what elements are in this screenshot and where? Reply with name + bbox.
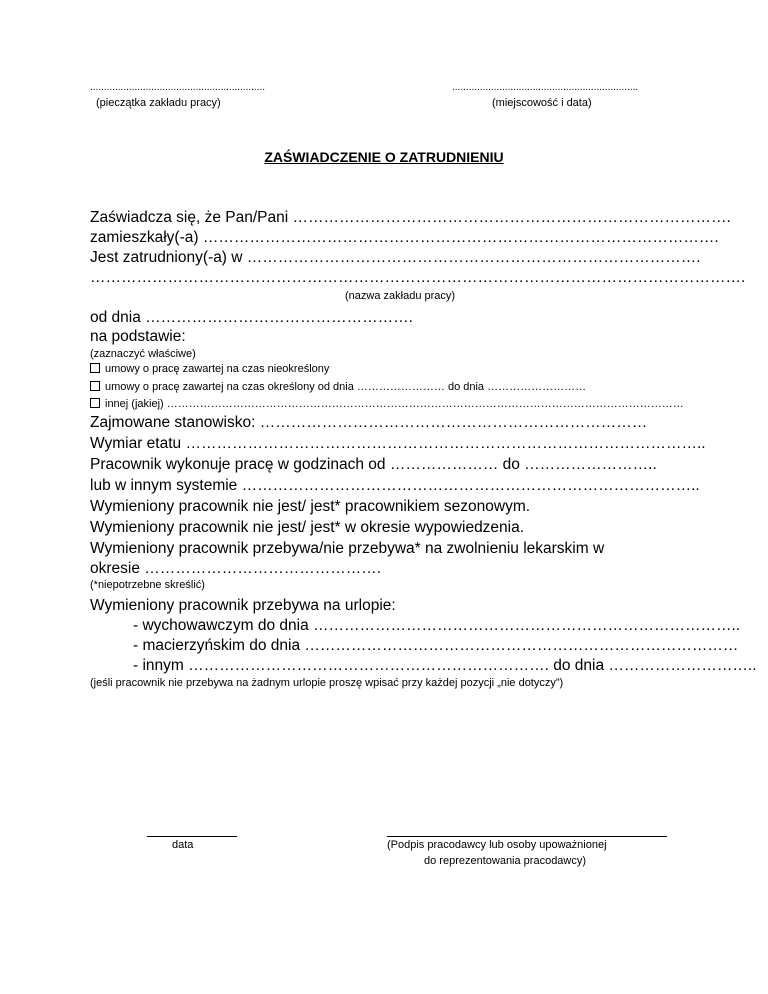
leave-heading: Wymieniony pracownik przebywa na urlopie: (90, 597, 396, 614)
position-line: Zajmowane stanowisko: ………………………………………………………………… (90, 414, 648, 431)
notice-line: Wymieniony pracownik nie jest/ jest* w okresie wypowiedzenia. (90, 519, 525, 536)
option-indefinite (90, 363, 329, 375)
option-fixed-term-label: umowy o pracę zawartej na czas określony od dnia …………………… do dnia ……………………… (105, 381, 587, 393)
stamp-dots: ............................................................... (90, 82, 266, 93)
option-other-label: innej (jakiej) …………………………………………………………………………………………………………………………… (105, 398, 684, 410)
option-fixed-term (90, 381, 586, 393)
employer-line: Jest zatrudniony(-a) w ……………………………………………………………………………. (90, 249, 701, 266)
hours-line: Pracownik wykonuje pracę w godzinach od ………………… do …………………….. (90, 456, 657, 473)
signature-label-2: do reprezentowania pracodawcy) (424, 855, 587, 867)
since-date-line: od dnia ……………………………………………. (90, 309, 413, 326)
leave-maternity-line: - macierzyńskim do dnia ………………………………………………………………………… (133, 637, 739, 654)
basis-label: na podstawie: (90, 328, 186, 345)
employer-hint: (nazwa zakładu pracy) (345, 290, 456, 302)
leave-other-line: - innym ……………………………………………………………. do dnia ……………………….. (133, 657, 757, 674)
checkbox-indefinite[interactable] (90, 363, 100, 373)
employer-signature-line (387, 836, 667, 837)
leave-hint: (jeśli pracownik nie przebywa na żadnym urlopie proszę wpisać przy każdej pozycji „nie dotyczy”) (90, 677, 564, 689)
option-other (90, 398, 684, 410)
employee-name-line: Zaświadcza się, że Pan/Pani …………………………………………………………………………. (90, 209, 731, 226)
signature-label-1: (Podpis pracodawcy lub osoby upoważnionej (387, 839, 607, 851)
sick-leave-line: Wymieniony pracownik przebywa/nie przebywa* na zwolnieniu lekarskim w (90, 540, 605, 557)
stamp-label: (pieczątka zakładu pracy) (96, 97, 221, 109)
option-indefinite-label: umowy o pracę zawartej na czas nieokreślony (105, 363, 330, 375)
checkbox-fixed-term[interactable] (90, 381, 100, 391)
document-title: ZAŚWIADCZENIE O ZATRUDNIENIU (264, 149, 504, 165)
seasonal-line: Wymieniony pracownik nie jest/ jest* pracownikiem sezonowym. (90, 498, 531, 515)
mark-hint: (zaznaczyć właściwe) (90, 348, 196, 360)
leave-childcare-line: - wychowawczym do dnia ……………………………………………………………………….. (133, 617, 741, 634)
place-date-label: (miejscowość i data) (492, 97, 592, 109)
sick-leave-period-line: okresie ………………………………………. (90, 560, 382, 577)
date-label: data (172, 839, 194, 851)
employer-continuation-line: ………………………………………………………………………………………………………………. (90, 269, 746, 286)
address-line: zamieszkały(-a) ………………………………………………………………………………………. (90, 229, 719, 246)
strike-hint: (*niepotrzebne skreślić) (90, 579, 205, 591)
date-signature-line (147, 836, 237, 837)
system-line: lub w innym systemie …………………………………………………………………………….. (90, 477, 700, 494)
checkbox-other[interactable] (90, 398, 100, 408)
etat-line: Wymiar etatu ……………………………………………………………………………………….. (90, 435, 706, 452)
place-date-dots: ................................................................... (452, 82, 639, 93)
